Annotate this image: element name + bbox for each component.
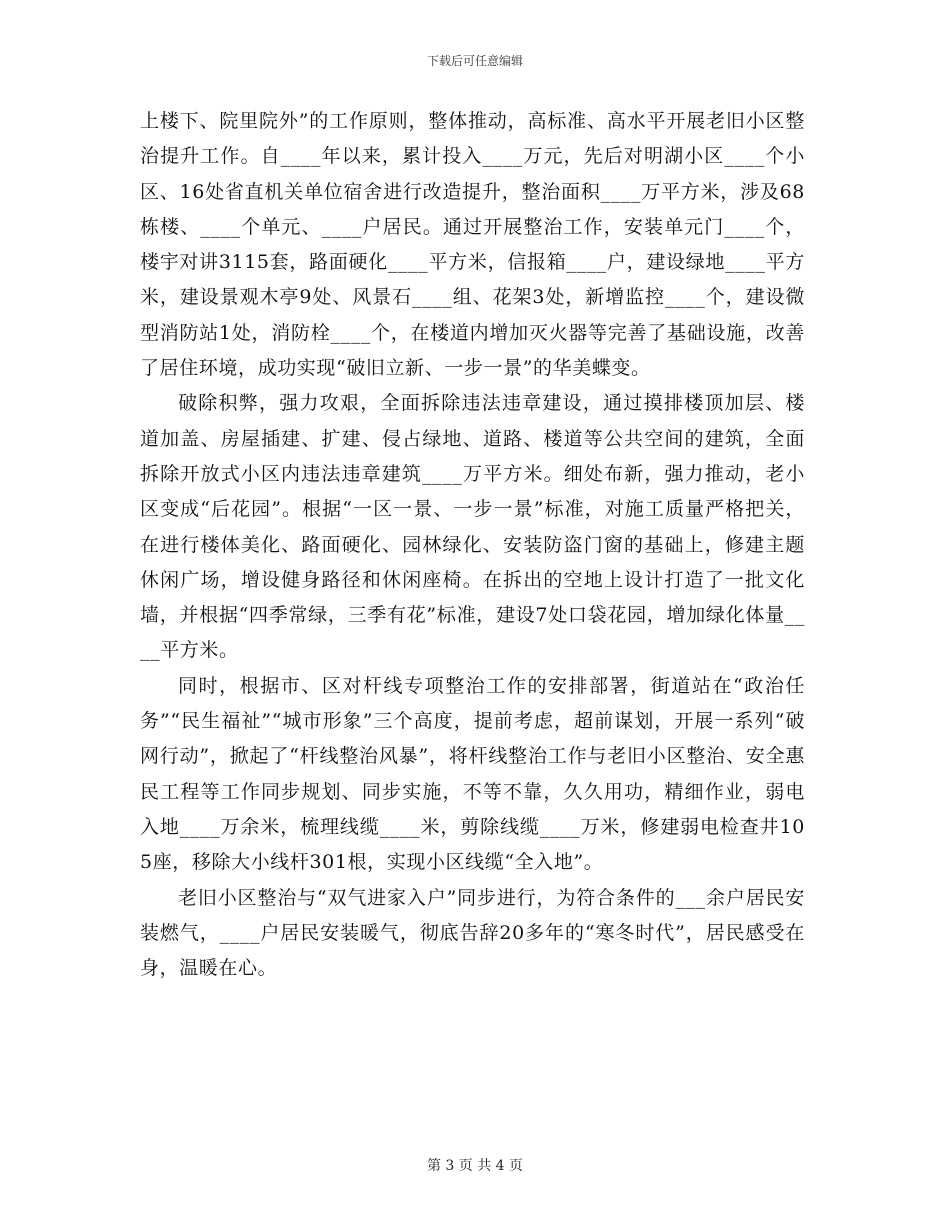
paragraph-1: 上楼下、院里院外”的工作原则，整体推动，高标准、高水平开展老旧小区整治提升工作。自____年以来，累计投入____万元，先后对明湖小区____个小区、16处省直机关单位宿舍进行改造提升，整治面积____万平方米，涉及68栋楼、____个单元、____户居民。通过开展整治工作，安装单元门____个，楼宇对讲3115套，路面硬化____平方米，信报箱____户，建设绿地____平方米，建设景观木亭9处、风景石____组、花架3处，新增监控____个，建设微型消防站1处，消防栓____个，在楼道内增加灭火器等完善了基础设施，改善了居住环境，成功实现“破旧立新、一步一景”的华美蝶变。 [140,110,805,380]
paragraph-4: 老旧小区整治与“双气进家入户”同步进行，为符合条件的___余户居民安装燃气，____户居民安装暖气，彻底告辞20多年的“寒冬时代”，居民感受在身，温暖在心。 [140,886,805,980]
page-number: 第 3 页 共 4 页 [426,1158,524,1174]
paragraph-3: 同时，根据市、区对杆线专项整治工作的安排部署，街道站在“政治任务”“民生福祉”“城市形象”三个高度，提前考虑，超前谋划，开展一系列“破网行动”，掀起了“杆线整治风暴”，将杆线整治工作与老旧小区整治、安全惠民工程等工作同步规划、同步实施，不等不靠，久久用功，精细作业，弱电入地____万余米，梳理线缆____米，剪除线缆____万米，修建弱电检查井105座，移除大小线杆301根，实现小区线缆“全入地”。 [140,674,805,874]
page-header: 下载后可任意编辑 [426,54,523,68]
document-body [140,104,805,986]
paragraph-2: 破除积弊，强力攻艰，全面拆除违法违章建设，通过摸排楼顶加层、楼道加盖、房屋插建、扩建、侵占绿地、道路、楼道等公共空间的建筑，全面拆除开放式小区内违法违章建筑____万平方米。细处布新，强力推动，老小区变成“后花园”。根据“一区一景、一步一景”标准，对施工质量严格把关，在进行楼体美化、路面硬化、园林绿化、安装防盗门窗的基础上，修建主题休闲广场，增设健身路径和休闲座椅。在拆出的空地上设计打造了一批文化墙，并根据“四季常绿，三季有花”标准，建设7处口袋花园，增加绿化体量____平方米。 [140,392,805,662]
